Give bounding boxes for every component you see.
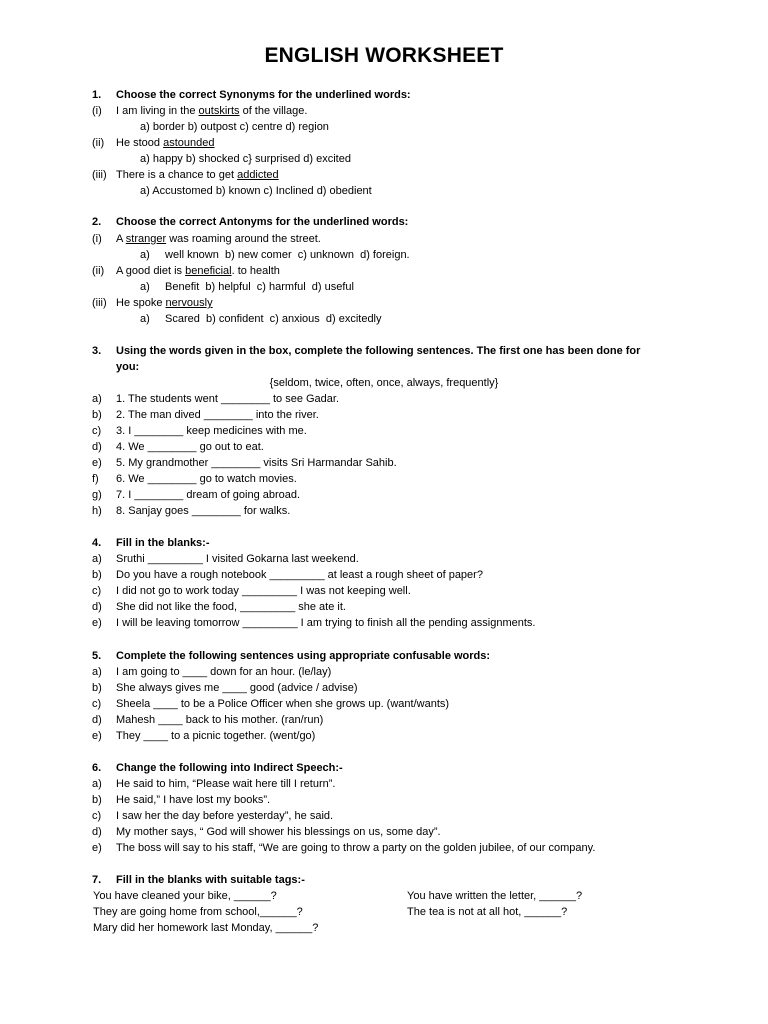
item-text: She did not like the food, _________ she ate it. [116, 601, 346, 613]
item-text: 6. We ________ go to watch movies. [116, 473, 297, 485]
answer-options [0, 119, 768, 135]
section-6-heading [0, 760, 768, 776]
item-text: They ____ to a picnic together. (went/go) [116, 730, 316, 742]
underlined-word: stranger [125, 233, 167, 245]
section-heading-text: you: [116, 361, 140, 373]
options-text: a) border b) outpost c) centre d) region [140, 121, 329, 133]
options-text: a) happy b) shocked c} surprised d) excited [140, 153, 351, 165]
item-label: c) [92, 585, 102, 597]
item-label: b) [92, 794, 102, 806]
list-item [0, 824, 768, 840]
tag-row [0, 888, 768, 904]
item-text: She always gives me ____ good (advice / advise) [116, 682, 358, 694]
question-item [0, 103, 768, 119]
list-item [0, 728, 768, 744]
underlined-word: addicted [237, 169, 279, 181]
section-heading-text: Fill in the blanks with suitable tags:- [116, 874, 305, 886]
options-text: a) well known b) new comer c) unknown d) foreign. [140, 249, 410, 261]
section-number: 6. [92, 762, 102, 774]
list-item [0, 503, 768, 519]
list-item [0, 407, 768, 423]
options-text: a) Accustomed b) known c) Inclined d) obedient [140, 185, 372, 197]
item-label: d) [92, 826, 102, 838]
item-label: d) [92, 441, 102, 453]
answer-options [0, 247, 768, 263]
options-text: a) Scared b) confident c) anxious d) excitedly [140, 313, 382, 325]
word-box-text: {seldom, twice, often, once, always, frequently} [269, 377, 499, 389]
section-number: 7. [92, 874, 102, 886]
question-text [116, 135, 214, 151]
list-item [0, 615, 768, 631]
question-text-pre: I am living in the [116, 105, 199, 117]
word-box [0, 375, 768, 391]
tag-question-left: You have cleaned your bike, ______? [93, 890, 277, 902]
item-label: c) [92, 698, 102, 710]
tag-question-left: Mary did her homework last Monday, ______? [93, 922, 319, 934]
list-item [0, 808, 768, 824]
item-label: g) [92, 489, 102, 501]
list-item [0, 567, 768, 583]
tag-row [0, 920, 768, 936]
question-text-pre: He spoke [116, 297, 166, 309]
item-label: e) [92, 730, 102, 742]
list-item [0, 471, 768, 487]
question-item [0, 135, 768, 151]
answer-options [0, 183, 768, 199]
item-text: The boss will say to his staff, “We are going to throw a party on the golden jubilee, of our company. [116, 842, 596, 854]
item-text: 7. I ________ dream of going abroad. [116, 489, 301, 501]
question-text-post: of the village. [239, 105, 308, 117]
page-title: ENGLISH WORKSHEET [264, 44, 504, 67]
item-text: Do you have a rough notebook _________ at least a rough sheet of paper? [116, 569, 483, 581]
section-heading-text: Choose the correct Antonyms for the underlined words: [116, 216, 409, 228]
item-text: I will be leaving tomorrow _________ I am trying to finish all the pending assignments. [116, 617, 536, 629]
list-item [0, 776, 768, 792]
item-text: 5. My grandmother ________ visits Sri Harmandar Sahib. [116, 457, 397, 469]
item-text: I am going to ____ down for an hour. (le/lay) [116, 666, 332, 678]
list-item [0, 583, 768, 599]
list-item [0, 696, 768, 712]
list-item [0, 792, 768, 808]
list-item [0, 840, 768, 856]
section-3-heading [0, 343, 768, 359]
item-text: I did not go to work today _________ I was not keeping well. [116, 585, 411, 597]
question-text [116, 231, 321, 247]
tag-row [0, 904, 768, 920]
tag-question-left: They are going home from school,______? [93, 906, 303, 918]
question-text [116, 167, 279, 183]
question-text-pre: There is a chance to get [116, 169, 238, 181]
item-text: 1. The students went ________ to see Gadar. [116, 393, 340, 405]
item-label: d) [92, 714, 102, 726]
section-4-heading [0, 535, 768, 551]
section-number: 4. [92, 537, 102, 549]
item-text: I saw her the day before yesterday”, he said. [116, 810, 334, 822]
section-7-heading [0, 872, 768, 888]
item-label: b) [92, 409, 102, 421]
answer-options [0, 279, 768, 295]
question-text-pre: A good diet is [116, 265, 186, 277]
answer-options [0, 151, 768, 167]
item-text: My mother says, “ God will shower his blessings on us, some day”. [116, 826, 441, 838]
underlined-word: nervously [165, 297, 213, 309]
options-text: a) Benefit b) helpful c) harmful d) useful [140, 281, 354, 293]
section-number: 1. [92, 89, 102, 101]
section-heading-text: Change the following into Indirect Speech:- [116, 762, 343, 774]
section-number: 3. [92, 345, 102, 357]
list-item [0, 391, 768, 407]
underlined-word: beneficial [185, 265, 232, 277]
list-item [0, 664, 768, 680]
section-heading-text: Using the words given in the box, complete the following sentences. The first one has been done for [116, 345, 641, 357]
item-text: 4. We ________ go out to eat. [116, 441, 264, 453]
question-number: (iii) [92, 169, 107, 181]
item-label: f) [92, 473, 99, 485]
item-text: Mahesh ____ back to his mother. (ran/run) [116, 714, 324, 726]
question-item [0, 263, 768, 279]
section-1-heading [0, 87, 768, 103]
question-text [116, 295, 213, 311]
section-number: 5. [92, 650, 102, 662]
list-item [0, 439, 768, 455]
question-text [116, 103, 307, 119]
section-heading-text: Fill in the blanks:- [116, 537, 210, 549]
item-label: a) [92, 393, 102, 405]
list-item [0, 680, 768, 696]
underlined-word: astounded [163, 137, 215, 149]
list-item [0, 599, 768, 615]
item-label: h) [92, 505, 102, 517]
question-text-pre: He stood [116, 137, 164, 149]
question-text-post: was roaming around the street. [166, 233, 321, 245]
question-item [0, 295, 768, 311]
item-text: 8. Sanjay goes ________ for walks. [116, 505, 291, 517]
list-item [0, 423, 768, 439]
list-item [0, 712, 768, 728]
section-number: 2. [92, 216, 102, 228]
question-text [116, 263, 280, 279]
item-label: b) [92, 682, 102, 694]
item-label: a) [92, 666, 102, 678]
item-label: c) [92, 810, 102, 822]
item-text: 3. I ________ keep medicines with me. [116, 425, 307, 437]
item-text: He said,” I have lost my books”. [116, 794, 271, 806]
item-label: e) [92, 617, 102, 629]
question-number: (iii) [92, 297, 107, 309]
item-text: 2. The man dived ________ into the river. [116, 409, 319, 421]
item-label: e) [92, 457, 102, 469]
section-5-heading [0, 648, 768, 664]
underlined-word: outskirts [198, 105, 240, 117]
item-label: e) [92, 842, 102, 854]
question-number: (i) [92, 233, 102, 245]
list-item [0, 455, 768, 471]
item-label: b) [92, 569, 102, 581]
item-label: d) [92, 601, 102, 613]
question-number: (i) [92, 105, 102, 117]
section-2-heading [0, 214, 768, 230]
question-item [0, 167, 768, 183]
item-text: He said to him, “Please wait here till I return”. [116, 778, 336, 790]
section-3-heading-cont [0, 359, 768, 375]
item-text: Sruthi _________ I visited Gokarna last weekend. [116, 553, 359, 565]
list-item [0, 551, 768, 567]
question-number: (ii) [92, 137, 105, 149]
question-text-post: . to health [231, 265, 280, 277]
answer-options [0, 311, 768, 327]
list-item [0, 487, 768, 503]
question-text-pre: A [116, 233, 126, 245]
question-item [0, 231, 768, 247]
item-label: c) [92, 425, 102, 437]
item-label: a) [92, 778, 102, 790]
section-heading-text: Choose the correct Synonyms for the underlined words: [116, 89, 411, 101]
item-text: Sheela ____ to be a Police Officer when she grows up. (want/wants) [116, 698, 450, 710]
item-label: a) [92, 553, 102, 565]
tag-question-right: The tea is not at all hot, ______? [407, 906, 568, 918]
section-heading-text: Complete the following sentences using appropriate confusable words: [116, 650, 491, 662]
tag-question-right: You have written the letter, ______? [407, 890, 583, 902]
question-number: (ii) [92, 265, 105, 277]
